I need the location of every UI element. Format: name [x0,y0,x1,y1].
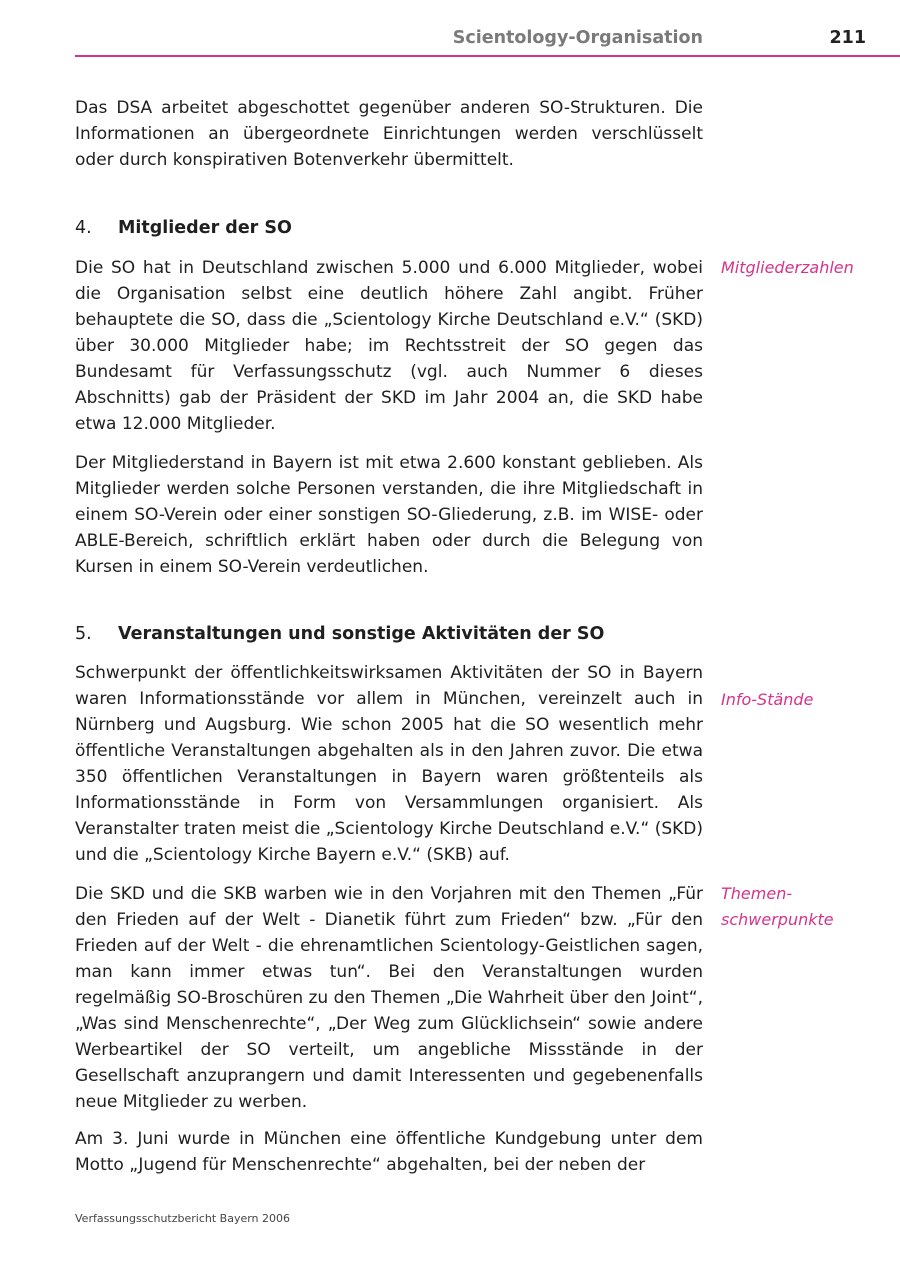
page-number: 211 [829,28,866,48]
paragraph-events-2 [75,881,703,1115]
section-number: 4. [75,218,92,238]
paragraph-text: Die SKD und die SKB warben wie in den Vorjahren mit den Themen „Für den Frieden auf der Welt - Dianetik führt zum Frieden“ bzw. „Für den Frieden auf der Welt - die ehrenamtlichen Scientology-Geistlichen sagen, man kann immer etwas tun“. Bei den Veranstaltungen wurden regelmäßig SO-Broschüren zu den Themen „Die Wahrheit über den Joint“, „Was sind Menschenrechte“, „Der Weg zum Glücklichsein“ sowie andere Werbeartikel der SO verteilt, um angebliche Missstände in der Gesellschaft anzuprangern und damit Interessenten und gegebenenfalls neue Mitglieder zu werben. [75,884,703,1112]
paragraph-text: Das DSA arbeitet abgeschottet gegenüber anderen SO-Strukturen. Die Informationen an übergeordnete Einrichtungen werden verschlüsselt oder durch konspirativen Botenverkehr übermittelt. [75,98,703,170]
section-title: Veranstaltungen und sonstige Aktivitäten der SO [118,624,605,644]
running-header-title: Scientology-Organisation [452,28,703,48]
paragraph-text: Schwerpunkt der öffentlichkeitswirksamen Aktivitäten der SO in Bayern waren Informationsstände vor allem in München, vereinzelt auch in Nürnberg und Augsburg. Wie schon 2005 hat die SO wesentlich mehr öffentliche Veranstaltungen abgehalten als in den Jahren zuvor. Die etwa 350 öffentlichen Veranstaltungen in Bayern waren größtenteils als Informationsstände in Form von Versammlungen organisiert. Als Veranstalter traten meist die „Scientology Kirche Deutschland e.V.“ (SKD) und die „Scientology Kirche Bayern e.V.“ (SKB) auf. [75,663,703,865]
paragraph-text: Die SO hat in Deutschland zwischen 5.000 und 6.000 Mitglieder, wobei die Organisation selbst eine deutlich höhere Zahl angibt. Früher behauptete die SO, dass die „Scientology Kirche Deutschland e.V.“ (SKD) über 30.000 Mitglieder habe; im Rechtsstreit der SO gegen das Bundesamt für Verfassungsschutz (vgl. auch Nummer 6 dieses Abschnitts) gab der Präsident der SKD im Jahr 2004 an, die SKD habe etwa 12.000 Mitglieder. [75,258,703,434]
header-divider [75,55,900,57]
paragraph-text: Der Mitgliederstand in Bayern ist mit etwa 2.600 konstant geblieben. Als Mitglieder werden solche Personen verstanden, die ihre Mitgliedschaft in einem SO-Verein oder einer sonstigen SO-Gliederung, z.B. im WISE- oder ABLE-Bereich, schriftlich erklärt haben oder durch die Belegung von Kursen in einem SO-Verein verdeutlichen. [75,453,703,577]
margin-note-info-stands: Info-Stände [721,690,814,709]
paragraph-dsa [75,95,703,173]
section-heading-5 [75,621,703,647]
paragraph-events-3 [75,1126,703,1178]
margin-note-topics [721,881,891,933]
margin-note-line: schwerpunkte [721,910,834,929]
paragraph-members-2 [75,450,703,580]
paragraph-events-1 [75,660,703,868]
page-footer: Verfassungsschutzbericht Bayern 2006 [75,1212,291,1225]
section-title: Mitglieder der SO [118,218,292,238]
paragraph-members-1 [75,255,703,437]
section-number: 5. [75,624,92,644]
margin-note-members-count: Mitgliederzahlen [721,258,854,277]
paragraph-text: Am 3. Juni wurde in München eine öffentliche Kundgebung unter dem Motto „Jugend für Menschenrechte“ abgehalten, bei der neben der [75,1129,703,1175]
section-heading-4 [75,215,703,241]
margin-note-line: Themen- [721,884,793,903]
